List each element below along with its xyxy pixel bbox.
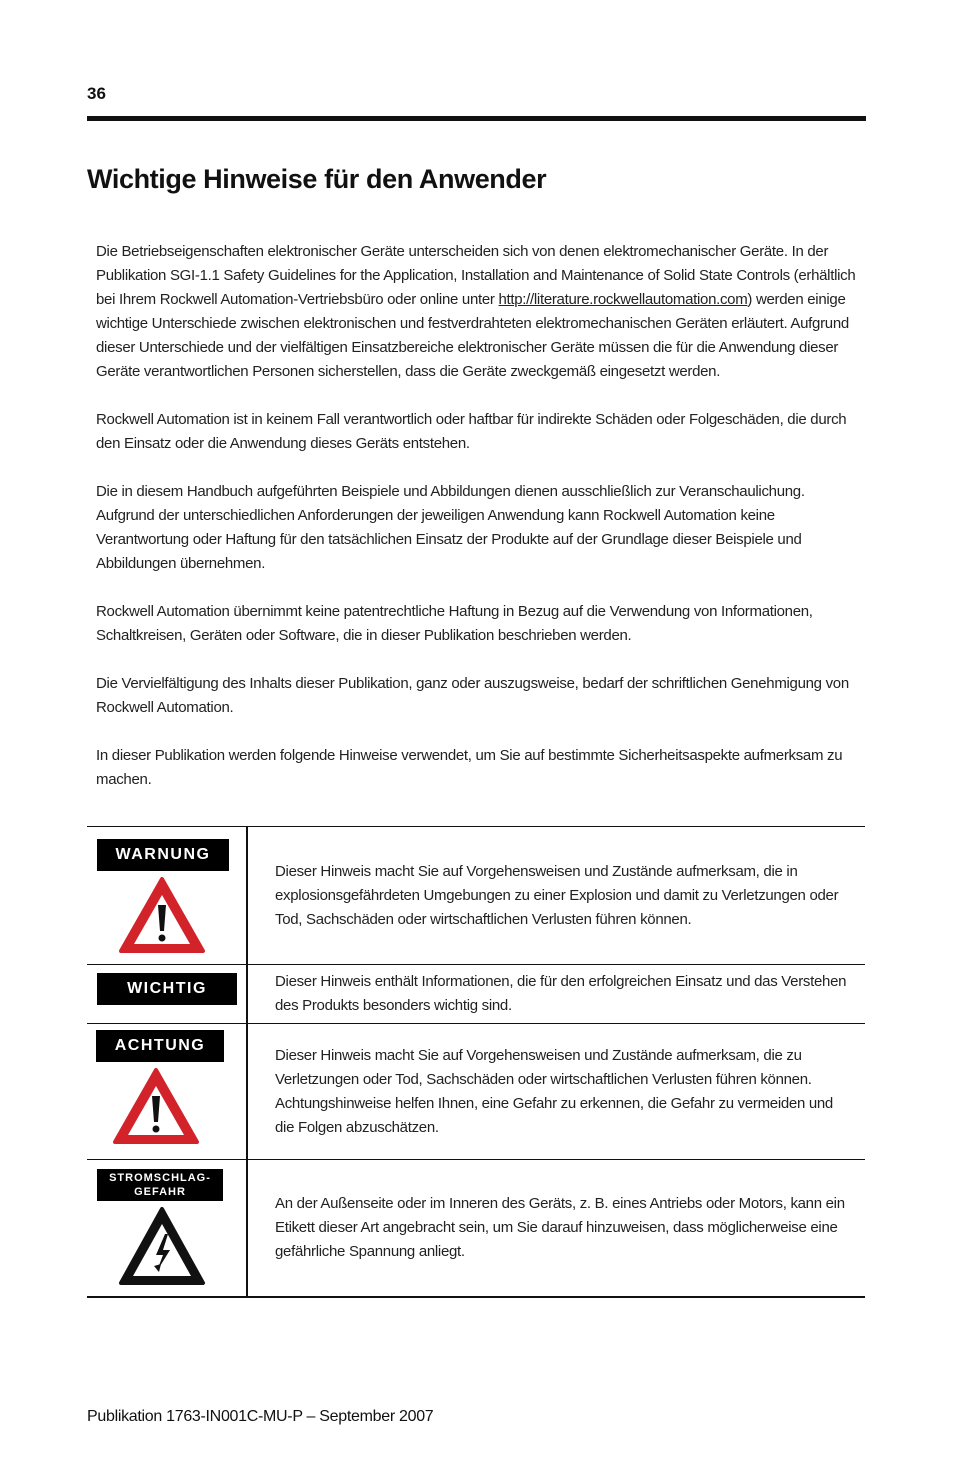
notice-icon-cell — [87, 1024, 248, 1159]
notice-text-achtung: Dieser Hinweis macht Sie auf Vorgehensweisen und Zustände aufmerksam, die zu Verletzungen oder Tod, Sachschäden oder wirtschaftlichen Verlusten führen können. Achtungshinweise helfen Ihnen, eine Gefahr zu erkennen, die Gefahr zu vermeiden und die Folgen abzuschätzen. — [275, 1046, 833, 1136]
paragraph-5: Die Vervielfältigung des Inhalts dieser Publikation, ganz oder auszugsweise, bedarf der schriftlichen Genehmigung von Rockwell Automation. — [96, 675, 849, 716]
notice-row-warnung — [87, 827, 865, 965]
paragraph-1-end: ) werden einige wichtige Unterschiede zwischen elektronischen und festverdrahteten elektromechanischen Geräten erläutert. Aufgrund dieser Unterschiede und der vielfältigen Einsatzbereiche elektronischer Geräte müssen die für die Anwendung dieser Geräte verantwortlichen Personen sicherstellen, dass die Geräte zweckgemäß eingesetzt werden. — [96, 291, 849, 380]
literature-link[interactable]: http://literature.rockwellautomation.com — [498, 291, 748, 308]
achtung-label: ACHTUNG — [96, 1030, 224, 1062]
page-number: 36 — [87, 84, 106, 103]
publication-footer: Publikation 1763-IN001C-MU-P – September 2007 — [87, 1408, 434, 1425]
notice-row-wichtig — [87, 965, 865, 1024]
paragraph-1-start: Die Betriebseigenschaften elektronischer Geräte unterscheiden sich von denen elektromechanischer Geräte. In der Publikation SGI-1.1 Safety Guidelines for the Application, Installation and Maintenance of Solid State Controls (erhältlich bei Ihrem Rockwell Automation-Vertriebsbüro oder online unter — [96, 243, 856, 308]
body-text — [96, 240, 858, 816]
paragraph-1 — [96, 240, 858, 384]
warning-triangle-icon — [118, 876, 206, 954]
header-rule — [87, 116, 866, 121]
paragraph-3: Die in diesem Handbuch aufgeführten Beispiele und Abbildungen dienen ausschließlich zur Veranschaulichung. Aufgrund der unterschiedlichen Anforderungen der jeweiligen Anwendung kann Rockwell Automation keine Verantwortung oder Haftung für den tatsächlichen Einsatz der Produkte auf der Grundlage dieser Beispiele und Abbildungen übernehmen. — [96, 483, 805, 572]
stromschlag-label — [97, 1169, 223, 1201]
notice-icon-cell — [87, 965, 248, 1023]
electric-shock-icon — [118, 1206, 206, 1286]
warnung-label: WARNUNG — [97, 839, 229, 871]
notice-icon-cell — [87, 1160, 248, 1296]
attention-triangle-icon — [112, 1067, 200, 1145]
notice-table — [87, 826, 865, 1298]
wichtig-label: WICHTIG — [97, 973, 237, 1005]
notice-text-wichtig: Dieser Hinweis enthält Informationen, die für den erfolgreichen Einsatz und das Verstehen des Produkts besonders wichtig sind. — [275, 973, 847, 1014]
notice-text-stromschlag: An der Außenseite oder im Inneren des Geräts, z. B. eines Antriebs oder Motors, kann ein Etikett dieser Art angebracht sein, um Sie darauf hinzuweisen, dass möglicherweise eine gefährliche Spannung anliegt. — [275, 1195, 845, 1260]
stromschlag-label-line2: GEFAHR — [134, 1186, 186, 1198]
page-title: Wichtige Hinweise für den Anwender — [87, 164, 547, 194]
stromschlag-label-line1: STROMSCHLAG- — [109, 1172, 211, 1184]
notice-row-stromschlag — [87, 1160, 865, 1296]
notice-row-achtung — [87, 1024, 865, 1160]
paragraph-4: Rockwell Automation übernimmt keine patentrechtliche Haftung in Bezug auf die Verwendung von Informationen, Schaltkreisen, Geräten oder Software, die in dieser Publikation beschrieben werden. — [96, 603, 813, 644]
paragraph-6: In dieser Publikation werden folgende Hinweise verwendet, um Sie auf bestimmte Sicherheitsaspekte aufmerksam zu machen. — [96, 747, 843, 788]
notice-icon-cell — [87, 827, 248, 964]
notice-text-warnung: Dieser Hinweis macht Sie auf Vorgehensweisen und Zustände aufmerksam, die in explosionsgefährdeten Umgebungen zu einer Explosion und damit zu Verletzungen oder Tod, Sachschäden oder wirtschaftlichen Verlusten führen können. — [275, 862, 839, 928]
paragraph-2: Rockwell Automation ist in keinem Fall verantwortlich oder haftbar für indirekte Schäden oder Folgeschäden, die durch den Einsatz oder die Anwendung dieses Geräts entstehen. — [96, 411, 847, 452]
